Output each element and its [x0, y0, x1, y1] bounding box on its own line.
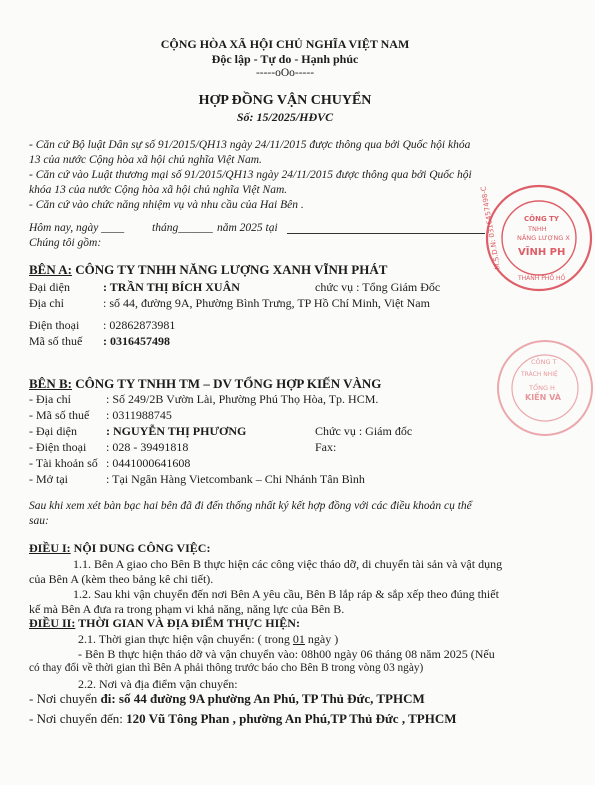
stamp-a-line: VĨNH PH	[518, 247, 566, 258]
preamble-line: khóa 13 của nước Cộng hòa xã hội chủ nghĩa Việt Nam.	[29, 184, 288, 196]
stamp-a-line: NĂNG LƯỢNG X	[517, 234, 570, 242]
preamble-line: - Căn cứ vào chức năng nhiệm vụ và nhu cầu của Hai Bên .	[29, 199, 304, 211]
party-a-heading	[29, 262, 387, 278]
party-b-phone-label: - Điện thoại	[29, 440, 87, 454]
republic-heading: CỘNG HÒA XÃ HỘI CHỦ NGHĨA VIỆT NAM	[160, 37, 410, 51]
article-2-title: THỜI GIAN VÀ ĐỊA ĐIỂM THỰC HIỆN:	[75, 616, 300, 630]
party-b-rep-label: - Đại diện	[29, 424, 77, 438]
stamp-a-line: TNHH	[528, 225, 547, 233]
date-year-place: năm 2025 tại	[217, 222, 278, 234]
stamp-a-line: CÔNG TY	[524, 215, 559, 223]
time-text-b: ngày )	[304, 632, 339, 646]
transfer-from-label: - Nơi chuyển	[29, 691, 101, 706]
party-a-tax-label: Mã số thuế	[29, 334, 83, 348]
stamp-b-line: KIẾN VÀ	[525, 393, 561, 402]
party-a-phone-label: Điện thoại	[29, 318, 80, 332]
article-1-line: 1.2. Sau khi vận chuyển đến nơi Bên A yêu cầu, Bên B lắp ráp & sắp xếp theo đúng thiết	[73, 587, 499, 601]
stamp-a-ring-text: M.S.D.N: 0316457498-C	[479, 185, 502, 271]
party-b-phone-value: : 028 - 39491818	[106, 440, 189, 454]
article-2-time	[78, 632, 338, 647]
contract-title: HỢP ĐỒNG VẬN CHUYỂN	[198, 93, 372, 108]
party-a-label: BÊN A:	[29, 262, 72, 277]
party-b-rep-value: : NGUYỄN THỊ PHƯƠNG	[106, 424, 247, 438]
place-blank	[287, 222, 485, 234]
stamp-a-line: THÀNH PHỐ HỒ	[518, 275, 566, 282]
party-b-account-value: : 0441000641608	[106, 456, 191, 470]
party-b-bank-label: - Mở tại	[29, 472, 69, 486]
stamp-b-line: CÔNG T	[531, 358, 557, 366]
preamble-line: - Căn cứ Bộ luật Dân sự số 91/2015/QH13 ngày 24/11/2015 được thông qua bởi Quốc hội khóa	[29, 139, 471, 151]
stamp-b-line: TRÁCH NHIỆ	[521, 371, 558, 378]
transfer-from-value: đi: số 44 đường 9A phường An Phú, TP Thủ Đức, TPHCM	[100, 691, 425, 706]
party-a-name: CÔNG TY TNHH NĂNG LƯỢNG XANH VĨNH PHÁT	[75, 262, 388, 277]
article-1-line: kế mà Bên A đưa ra trong phạm vi khả năng, năng lực của Bên B.	[29, 602, 345, 616]
party-b-fax: Fax:	[315, 440, 337, 454]
party-a-address-value: : số 44, đường 9A, Phường Bình Trưng, TP Hồ Chí Minh, Việt Nam	[103, 296, 430, 310]
date-month: tháng______	[152, 222, 213, 234]
transfer-to-value: 120 Vũ Tông Phan , phường An Phú,TP Thủ Đức , TPHCM	[126, 711, 457, 726]
transfer-to-label: - Nơi chuyển đến:	[29, 711, 127, 726]
agreement-line: sau:	[29, 515, 49, 527]
preamble-line: 13 của nước Cộng hòa xã hội chủ nghĩa Việt Nam.	[29, 154, 262, 166]
party-b-account-label: - Tài khoản số	[29, 456, 98, 470]
stamp-b-graphic	[495, 338, 595, 438]
party-b-tax-label: - Mã số thuế	[29, 408, 90, 422]
company-stamp-b	[495, 338, 595, 438]
company-stamp-a	[479, 183, 594, 293]
party-b-name: CÔNG TY TNHH TM – DV TỔNG HỢP KIẾN VÀNG	[75, 376, 382, 391]
party-b-address-value: : Số 249/2B Vườn Lài, Phường Phú Thọ Hòa, Tp. HCM.	[106, 392, 379, 406]
article-1-line: của Bên A (kèm theo bảng kê chi tiết).	[29, 572, 214, 586]
article-2-heading	[29, 616, 300, 631]
transfer-to	[29, 711, 456, 727]
party-a-tax-value: : 0316457498	[103, 334, 170, 348]
party-b-bank-value: : Tại Ngân Hàng Vietcombank – Chi Nhánh Tân Bình	[106, 472, 365, 486]
party-a-rep-value: : TRẦN THỊ BÍCH XUÂN	[103, 280, 240, 294]
article-2-line: - Bên B thực hiện tháo dỡ và vận chuyển vào: 08h00 ngày 06 tháng 08 năm 2025 (Nếu	[78, 647, 495, 661]
time-days: 01	[292, 632, 305, 646]
party-b-heading	[29, 376, 381, 392]
party-b-address-label: - Địa chỉ	[29, 392, 71, 406]
contract-number: Số: 15/2025/HĐVC	[236, 110, 334, 124]
article-1-heading	[29, 541, 210, 556]
party-a-rep-label: Đại diện	[29, 280, 70, 294]
stamp-b-line: TỔNG H	[529, 384, 555, 392]
article-1-title: NỘI DUNG CÔNG VIỆC:	[70, 541, 211, 555]
party-a-position: chức vụ : Tổng Giám Đốc	[315, 280, 441, 294]
header-separator: -----oOo-----	[255, 67, 315, 79]
party-b-position: Chức vụ : Giám đốc	[315, 424, 413, 438]
agreement-line: Sau khi xem xét bàn bạc hai bên đã đi đến thống nhất ký kết hợp đồng với các điều khoản cụ thể	[29, 500, 472, 512]
preamble-line: - Căn cứ vào Luật thương mại số 91/2015/QH13 ngày 24/11/2015 được thông qua bởi Quốc hội	[29, 169, 472, 181]
we-include: Chúng tôi gồm:	[29, 237, 102, 249]
article-2-line: 2.2. Nơi và địa điểm vận chuyển:	[78, 677, 238, 691]
article-2-label: ĐIỀU II:	[29, 616, 76, 630]
time-text-a: 2.1. Thời gian thực hiện vận chuyển: ( trong	[78, 632, 293, 646]
motto: Độc lập - Tự do - Hạnh phúc	[211, 52, 359, 66]
article-2-line: có thay đổi về thời gian thì Bên A phải thông trước báo cho Bên B trong vòng 03 ngày)	[29, 662, 424, 674]
party-a-address-label: Địa chỉ	[29, 296, 64, 310]
article-1-label: ĐIỀU I:	[29, 541, 71, 555]
transfer-from	[29, 691, 425, 707]
date-day: Hôm nay, ngày ____	[29, 222, 125, 234]
party-b-label: BÊN B:	[29, 376, 72, 391]
party-a-phone-value: : 02862873981	[103, 318, 176, 332]
party-b-tax-value: : 0311988745	[106, 408, 172, 422]
article-1-line: 1.1. Bên A giao cho Bên B thực hiện các công việc tháo dỡ, di chuyển tài sản và vật dụng	[73, 557, 503, 571]
stamp-a-graphic	[479, 183, 594, 293]
